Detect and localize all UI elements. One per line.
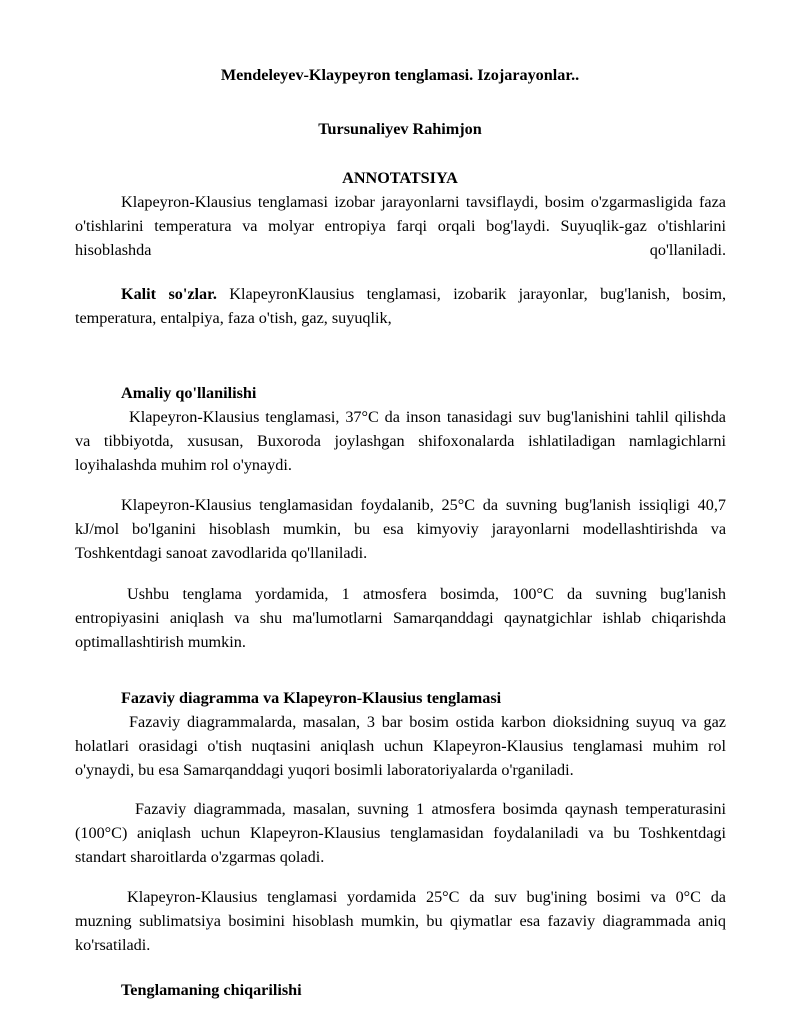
keywords-paragraph — [75, 282, 726, 330]
abstract-paragraph: Klapeyron-Klausius tenglamasi izobar jarayonlarni tavsiflaydi, bosim o'zgarmasligida faza o'tishlarini temperatura va molyar entropiya farqi orqali bog'laydi. Suyuqlik-gaz o'tishlarini hisoblashda qo'llaniladi. — [75, 193, 726, 259]
section-heading-practical-use: Amaliy qo'llanilishi — [121, 384, 257, 402]
keywords-text: KlapeyronKlausius tenglamasi, izobarik jarayonlar, bug'lanish, bosim, temperatura, entalpiya, faza o'tish, gaz, suyuqlik, — [75, 285, 727, 327]
document-title: Mendeleyev-Klaypeyron tenglamasi. Izojarayonlar.. — [220, 66, 580, 84]
abstract-heading: ANNOTATSIYA — [342, 169, 458, 187]
paragraph-practical-1: Klapeyron-Klausius tenglamasi, 37°C da inson tanasidagi suv bug'lanishini tahlil qilishda va tibbiyotda, xususan, Buxoroda joylashgan shifoxonalarda ishlatiladigan namlagichlarni loyihalashda muhim rol o'ynaydi. — [75, 408, 726, 474]
paragraph-practical-2: Klapeyron-Klausius tenglamasidan foydalanib, 25°C da suvning bug'lanish issiqligi 40,7 kJ/mol bo'lganini hisoblash mumkin, bu esa kimyoviy jarayonlarni modellashtirishda va Toshkentdagi sanoat zavodlarida qo'llaniladi. — [75, 496, 726, 562]
author-name: Tursunaliyev Rahimjon — [318, 120, 482, 138]
section-heading-phase-diagram: Fazaviy diagramma va Klapeyron-Klausius tenglamasi — [121, 689, 502, 707]
paragraph-phase-1: Fazaviy diagrammalarda, masalan, 3 bar bosim ostida karbon dioksidning suyuq va gaz holatlari orasidagi o'tish nuqtasini aniqlash uchun Klapeyron-Klausius tenglamasi muhim rol o'ynaydi, bu esa Samarqanddagi yuqori bosimli laboratoriyalarda o'rganiladi. — [75, 713, 726, 779]
paragraph-practical-3: Ushbu tenglama yordamida, 1 atmosfera bosimda, 100°C da suvning bug'lanish entropiyasini aniqlash va shu ma'lumotlarni Samarqanddagi qaynatgichlar ishlab chiqarishda optimallashtirish mumkin. — [75, 585, 726, 651]
paragraph-phase-3: Klapeyron-Klausius tenglamasi yordamida 25°C da suv bug'ining bosimi va 0°C da muzning sublimatsiya bosimini hisoblash mumkin, bu qiymatlar esa fazaviy diagrammada aniq ko'rsatiladi. — [75, 888, 726, 954]
keywords-label: Kalit so'zlar. — [121, 285, 217, 303]
paragraph-phase-2: Fazaviy diagrammada, masalan, suvning 1 atmosfera bosimda qaynash temperaturasini (100°C) aniqlash uchun Klapeyron-Klausius tenglamasidan foydalaniladi va bu Toshkentdagi standart sharoitlarda o'zgarmas qoladi. — [75, 800, 726, 866]
section-heading-derivation: Tenglamaning chiqarilishi — [121, 981, 302, 999]
